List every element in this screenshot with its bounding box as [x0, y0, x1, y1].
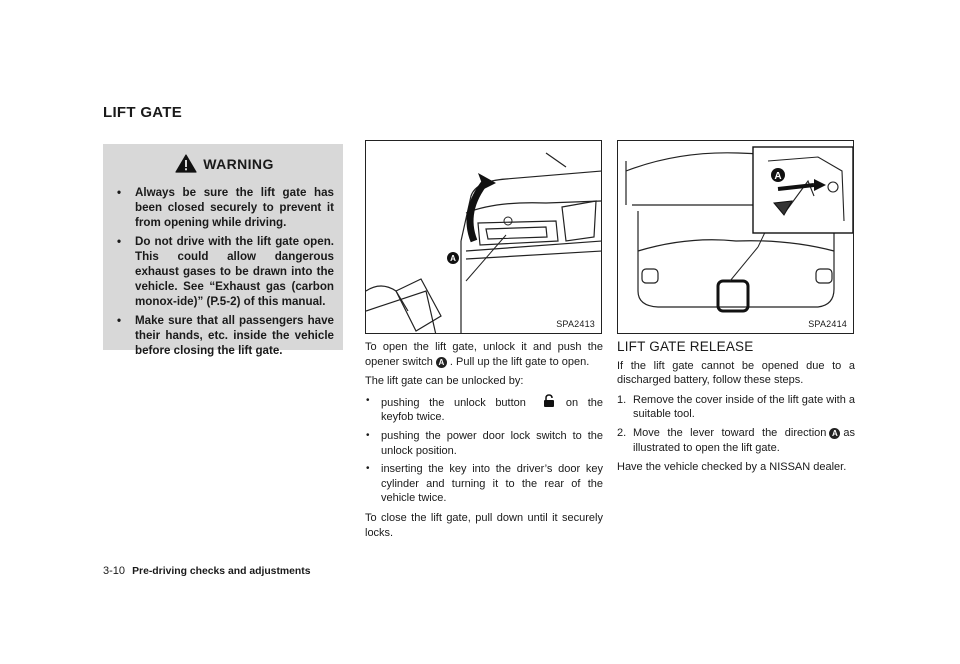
lift-gate-release-drawing: [618, 141, 854, 334]
unlock-methods-list: [365, 394, 603, 506]
warning-header: [115, 154, 334, 173]
lift-gate-opening-illustration: [365, 140, 602, 334]
release-instructions: [617, 340, 855, 480]
list-item: [365, 394, 603, 425]
warning-list: [115, 185, 334, 358]
text: as illustrated to open the lift gate.: [633, 426, 855, 454]
callout-a-label: A: [774, 171, 782, 182]
page-footer: [103, 565, 311, 577]
warning-title: WARNING: [203, 155, 274, 172]
opening-instructions: [365, 340, 603, 545]
text: Move the lever toward the direction: [633, 426, 827, 439]
warning-triangle-icon: [175, 154, 197, 173]
lift-gate-opening-drawing: [366, 141, 602, 334]
paragraph: Have the vehicle checked by a NISSAN dealer.: [617, 461, 847, 474]
warning-item: • Make sure that all passengers have their hands, etc. inside the vehicle before closing the lift gate.: [115, 313, 334, 358]
unlock-key-icon: [542, 394, 556, 408]
steps-list: [617, 393, 855, 455]
figure-code: SPA2413: [556, 319, 595, 329]
chapter-title: Pre-driving checks and adjustments: [132, 566, 311, 577]
text: on the keyfob twice.: [381, 396, 603, 424]
page-number: 3-10: [103, 565, 126, 577]
list-item: • inserting the key into the driver’s door key cylinder and turning it to the rear of the vehicle twice.: [365, 462, 603, 506]
list-item: [617, 426, 855, 455]
section-title: LIFT GATE: [103, 104, 183, 121]
warning-item: • Always be sure the lift gate has been closed securely to prevent it from opening while driving.: [115, 185, 334, 230]
callout-a-icon: A: [829, 428, 840, 439]
subsection-heading: LIFT GATE RELEASE: [617, 339, 754, 354]
figure-code: SPA2414: [808, 319, 847, 329]
text: pushing the unlock button: [381, 396, 526, 409]
paragraph: If the lift gate cannot be opened due to a discharged battery, follow these steps.: [617, 359, 855, 387]
lift-gate-release-illustration: [617, 140, 854, 334]
paragraph: To close the lift gate, pull down until it securely locks.: [365, 511, 603, 539]
callout-a-icon: A: [436, 357, 447, 368]
step-number: 1.: [617, 393, 627, 406]
paragraph: The lift gate can be unlocked by:: [365, 375, 524, 388]
step-number: 2.: [617, 426, 627, 439]
callout-a-label: A: [450, 254, 456, 263]
list-item: [617, 393, 855, 422]
text: . Pull up the lift gate to open.: [449, 355, 590, 368]
list-item: • pushing the power door lock switch to the unlock position.: [365, 429, 603, 458]
text: Remove the cover inside of the lift gate with a suitable tool.: [633, 393, 855, 421]
warning-box: [103, 144, 343, 357]
text: To open the lift gate, unlock it and push the opener switch: [365, 341, 603, 368]
paragraph: [365, 340, 603, 369]
warning-item: • Do not drive with the lift gate open. This could allow dangerous exhaust gases to be drawn into the vehicle. See “Exhaust gas (carbon monox-ide)” (P.5-2) of this manual.: [115, 234, 334, 309]
